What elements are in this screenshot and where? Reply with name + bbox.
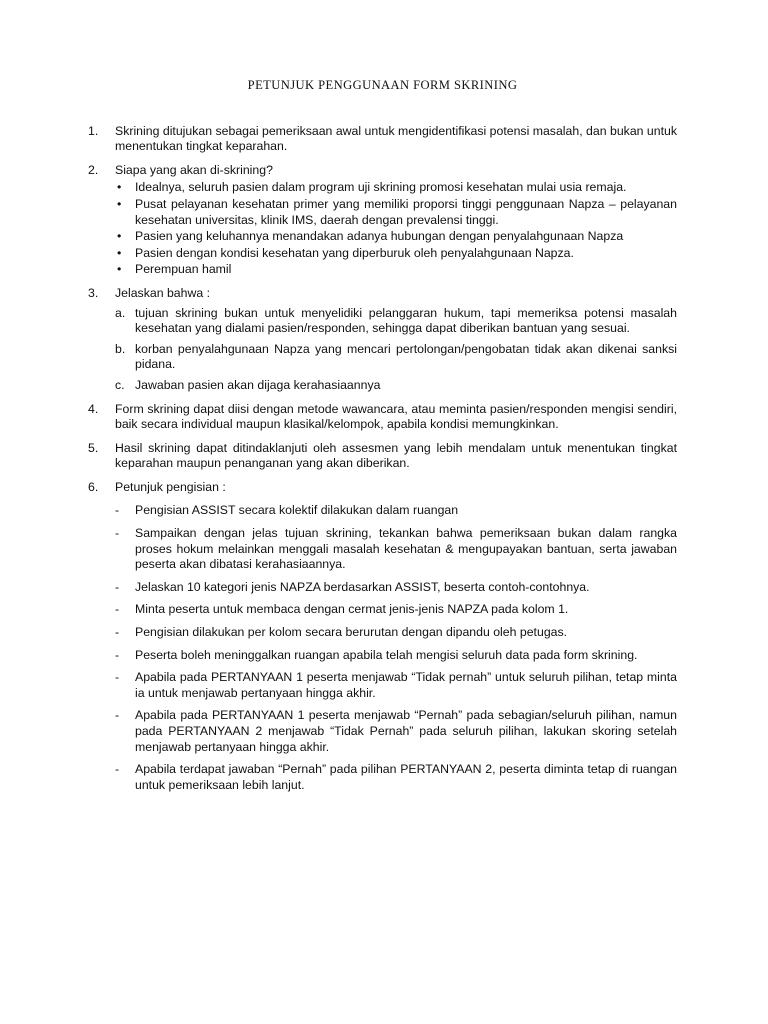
item-number: 4. <box>88 401 99 416</box>
dash-item <box>115 526 677 573</box>
item-number: 6. <box>88 479 99 494</box>
bullet-icon: • <box>117 229 122 244</box>
dash-text: Pengisian ASSIST secara kolektif dilakukan dalam ruangan <box>135 503 459 518</box>
lettered-item <box>115 306 677 337</box>
dash-item <box>115 670 677 701</box>
dash-marker: - <box>115 526 120 541</box>
bullet-item <box>115 229 677 245</box>
bullet-text: Pasien dengan kondisi kesehatan yang diperburuk oleh penyalahgunaan Napza. <box>135 245 574 260</box>
lettered-item <box>115 378 677 394</box>
dash-text: Sampaikan dengan jelas tujuan skrining, tekankan bahwa pemeriksaan bukan dalam rangka proses hokum melainkan menggali masalah kesehatan & mengupayakan bantuan, serta jawaban peserta akan dibatasi kerahasiaannya. <box>135 526 677 572</box>
item-number: 3. <box>88 285 99 300</box>
lettered-text: tujuan skrining bukan untuk menyelidiki pelanggaran hukum, tapi memeriksa potensi masalah kesehatan yang dialami pasien/responden, sehingga dapat diberikan bantuan yang sesuai. <box>135 305 677 336</box>
dash-marker: - <box>115 625 120 640</box>
bullet-icon: • <box>117 245 122 260</box>
instruction-item-5 <box>88 441 677 472</box>
item-text: Siapa yang akan di-skrining? <box>115 162 273 177</box>
bullet-item <box>115 246 677 262</box>
bullet-icon: • <box>117 180 122 195</box>
dash-list <box>115 503 677 793</box>
dash-item <box>115 762 677 793</box>
bullet-list <box>115 180 677 278</box>
dash-item <box>115 708 677 755</box>
dash-text: Apabila pada PERTANYAAN 1 peserta menjawab “Pernah” pada sebagian/seluruh pilihan, namun pada PERTANYAAN 2 menjawab “Tidak Pernah” pada seluruh pilihan, lakukan skoring setelah menjawab pertanyaan hingga akhir. <box>135 708 677 754</box>
dash-marker: - <box>115 647 120 662</box>
bullet-text: Perempuan hamil <box>135 262 232 277</box>
bullet-text: Pusat pelayanan kesehatan primer yang memiliki proporsi tinggi penggunaan Napza – pelayanan kesehatan universitas, klinik IMS, daerah dengan prevalensi tinggi. <box>135 196 677 227</box>
dash-text: Minta peserta untuk membaca dengan cermat jenis-jenis NAPZA pada kolom 1. <box>135 602 569 617</box>
lettered-text: korban penyalahgunaan Napza yang mencari pertolongan/pengobatan tidak akan dikenai sanksi pidana. <box>135 341 677 372</box>
bullet-item <box>115 180 677 196</box>
dash-text: Pengisian dilakukan per kolom secara berurutan dengan dipandu oleh petugas. <box>135 625 568 640</box>
letter-marker: c. <box>115 377 125 392</box>
item-number: 5. <box>88 440 99 455</box>
dash-text: Peserta boleh meninggalkan ruangan apabila telah mengisi seluruh data pada form skrining. <box>135 647 638 662</box>
document-title: PETUNJUK PENGGUNAAN FORM SKRINING <box>247 78 518 92</box>
lettered-list <box>115 306 677 394</box>
instruction-item-6 <box>88 480 677 794</box>
dash-marker: - <box>115 579 120 594</box>
dash-item <box>115 580 677 596</box>
letter-marker: a. <box>115 305 126 320</box>
instruction-item-2 <box>88 163 677 278</box>
item-number: 2. <box>88 162 99 177</box>
item-text: Skrining ditujukan sebagai pemeriksaan awal untuk mengidentifikasi potensi masalah, dan bukan untuk menentukan tingkat keparahan. <box>115 123 677 154</box>
dash-text: Jelaskan 10 kategori jenis NAPZA berdasarkan ASSIST, beserta contoh-contohnya. <box>135 579 590 594</box>
instruction-list <box>88 124 677 794</box>
bullet-text: Idealnya, seluruh pasien dalam program uji skrining promosi kesehatan mulai usia remaja. <box>135 180 627 195</box>
item-text: Petunjuk pengisian : <box>115 479 226 494</box>
dash-item <box>115 648 677 664</box>
item-text: Jelaskan bahwa : <box>115 285 211 300</box>
letter-marker: b. <box>115 341 126 356</box>
dash-marker: - <box>115 602 120 617</box>
dash-marker: - <box>115 503 120 518</box>
item-text: Hasil skrining dapat ditindaklanjuti oleh assesmen yang lebih mendalam untuk menentukan tingkat keparahan maupun penanganan yang akan diberikan. <box>115 440 677 471</box>
lettered-text: Jawaban pasien akan dijaga kerahasiaannya <box>135 377 381 392</box>
instruction-item-4 <box>88 402 677 433</box>
dash-marker: - <box>115 670 120 685</box>
bullet-text: Pasien yang keluhannya menandakan adanya hubungan dengan penyalahgunaan Napza <box>135 229 624 244</box>
dash-text: Apabila pada PERTANYAAN 1 peserta menjawab “Tidak pernah” untuk seluruh pilihan, tetap minta ia untuk menjawab pertanyaan hingga akhir. <box>135 670 677 700</box>
dash-marker: - <box>115 762 120 777</box>
bullet-icon: • <box>117 196 122 211</box>
instruction-item-1 <box>88 124 677 155</box>
bullet-icon: • <box>117 262 122 277</box>
dash-item <box>115 602 677 618</box>
bullet-item <box>115 262 677 278</box>
dash-item <box>115 625 677 641</box>
item-text: Form skrining dapat diisi dengan metode wawancara, atau meminta pasien/responden mengisi sendiri, baik secara individual maupun klasikal/kelompok, apabila kondisi memungkinkan. <box>115 401 677 432</box>
dash-text: Apabila terdapat jawaban “Pernah” pada pilihan PERTANYAAN 2, peserta diminta tetap di ruangan untuk pemeriksaan lebih lanjut. <box>135 762 677 792</box>
instruction-item-3 <box>88 286 677 394</box>
item-number: 1. <box>88 123 99 138</box>
dash-marker: - <box>115 708 120 723</box>
lettered-item <box>115 342 677 373</box>
dash-item <box>115 503 677 519</box>
bullet-item <box>115 197 677 228</box>
